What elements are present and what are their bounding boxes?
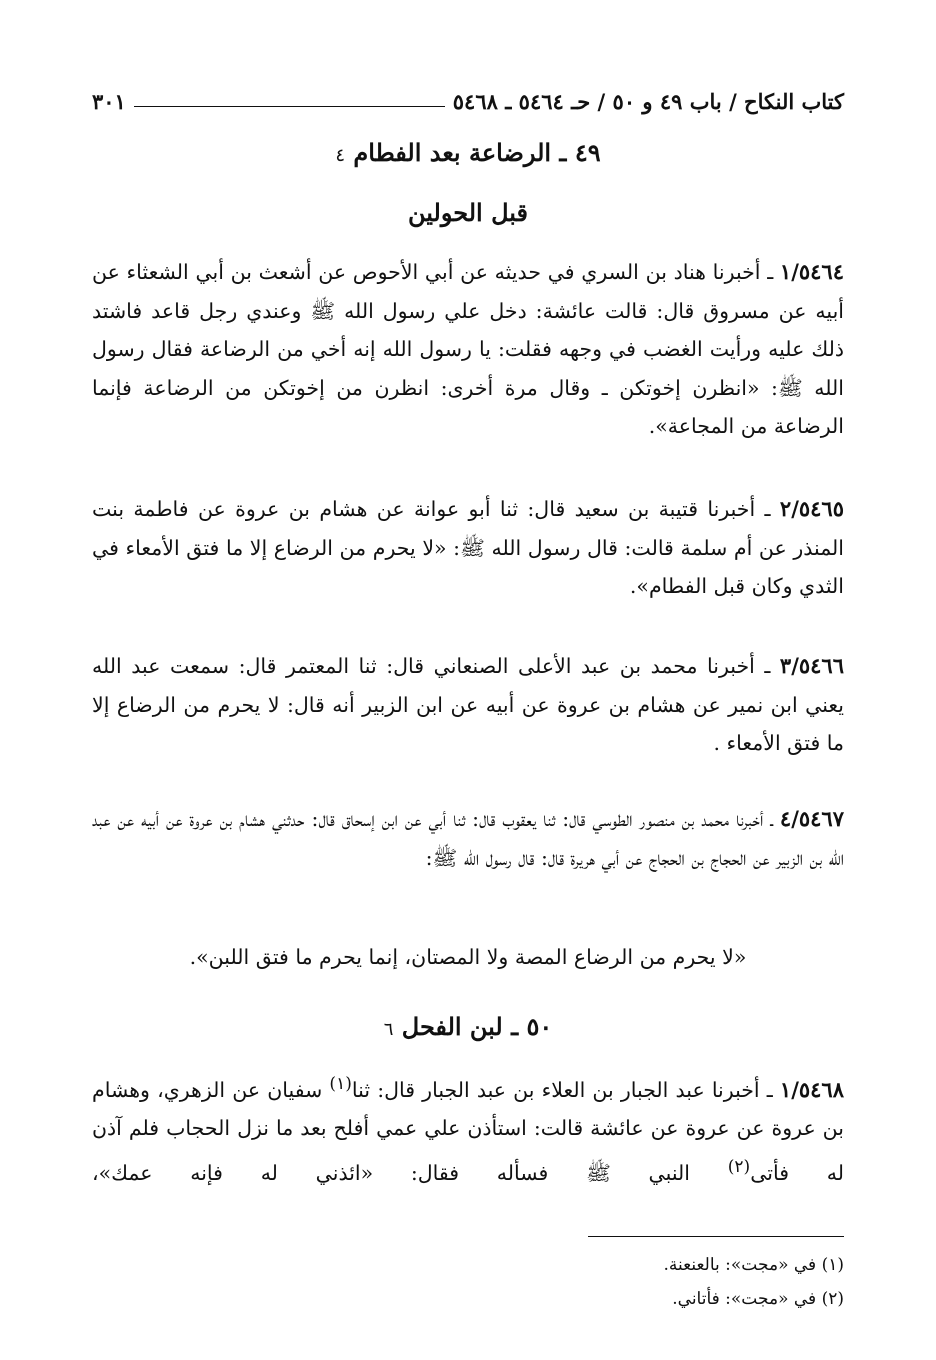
hadith-5464: [92, 253, 844, 446]
hadith-text-part-2: سفيان عن الزهري، وهشام بن عروة عن عروة عن عائشة قالت: استأذن علي عمي أفلح بعد ما نزل الحجاب فلم آذن له فأتى: [92, 1077, 845, 1185]
hadith-number: ١/٥٤٦٤: [779, 259, 844, 284]
hadith-number: ١/٥٤٦٨: [779, 1076, 844, 1102]
running-head-title: كتاب النكاح / باب ٤٩ و ٥٠ / حـ ٥٤٦٤ ـ ٥٤٦٨: [452, 88, 844, 114]
footnote-ref-1: (١): [329, 1074, 352, 1094]
running-head: [92, 86, 844, 116]
hadith-text-part-1: ـ أخبرنا عبد الجبار بن العلاء بن عبد الجبار قال: ثنا: [351, 1077, 780, 1102]
page-number: ٣٠١: [92, 88, 126, 114]
footnote-2: (٢) في «مجت»: فأتاني.: [672, 1289, 844, 1309]
chapter-50-title-text: ٥٠ ـ لبن الفحل: [401, 1012, 553, 1041]
hadith-text: ـ أخبرنا قتيبة بن سعيد قال: ثنا أبو عوانة عن هشام بن عروة عن فاطمة بنت المنذر عن أم سلمة قالت: قال رسول الله ﷺ: «لا يحرم من الرضاع إلا ما فتق الأمعاء في الثدي وكان قبل الفطام».: [92, 497, 844, 598]
hadith-5468: [92, 1065, 844, 1192]
chapter-50-mark: ٦: [383, 1019, 394, 1040]
footnote-ref-2: (٢): [727, 1156, 751, 1177]
hadith-text-part-3: النبي ﷺ فسأله فقال: «ائذني له فإنه عمك»،: [92, 1160, 728, 1185]
chapter-49-title-text: ٤٩ ـ الرضاعة بعد الفطام: [353, 138, 601, 167]
hadith-number: ٢/٥٤٦٥: [779, 496, 844, 521]
hadith-5465: [92, 490, 844, 606]
hadith-5467: [92, 800, 844, 877]
chapter-49-subtitle: قبل الحولين: [408, 198, 528, 227]
chapter-49-title: [92, 138, 844, 167]
running-head-rule: [134, 106, 445, 107]
hadith-number: ٣/٥٤٦٦: [779, 653, 844, 678]
footnote-1: (١) في «مجت»: بالعنعنة.: [663, 1255, 844, 1275]
chapter-49-mark: ٤: [335, 145, 346, 166]
hadith-5466: [92, 647, 844, 763]
footnote-separator: [588, 1236, 844, 1237]
hadith-text: ـ أخبرنا محمد بن عبد الأعلى الصنعاني قال: ثنا المعتمر قال: سمعت عبد الله يعني ابن نمير عن هشام بن عروة عن أبيه عن ابن الزبير أنه قال: لا يحرم من الرضاع إلا ما فتق الأمعاء .: [92, 654, 844, 755]
hadith-text: ـ أخبرنا محمد بن منصور الطوسي قال: ثنا يعقوب قال: ثنا أبي عن ابن إسحاق قال: حدثني هشام بن عروة عن أبيه عن عبد الله بن الزبير عن الحجاج بن الحجاج عن أبي هريرة قال: قال رسول الله ﷺ:: [92, 807, 844, 870]
hadith-5467-quote: «لا يحرم من الرضاع المصة ولا المصتان، إنما يحرم ما فتق اللبن».: [189, 945, 747, 969]
hadith-number: ٤/٥٤٦٧: [779, 806, 844, 831]
hadith-text: ـ أخبرنا هناد بن السري في حديثه عن أبي الأحوص عن أشعث بن أبي الشعثاء عن أبيه عن مسروق قال: قالت عائشة: دخل علي رسول الله ﷺ وعندي رجل قاعد فاشتد ذلك عليه ورأيت الغضب في وجهه فقلت: يا رسول الله إنه أخي من الرضاعة فقال رسول الله ﷺ: «انظرن إخوتكن ـ وقال مرة أخرى: انظرن من إخوتكن من الرضاعة فإنما الرضاعة من المجاعة».: [92, 260, 844, 438]
chapter-50-title: [92, 1012, 844, 1041]
